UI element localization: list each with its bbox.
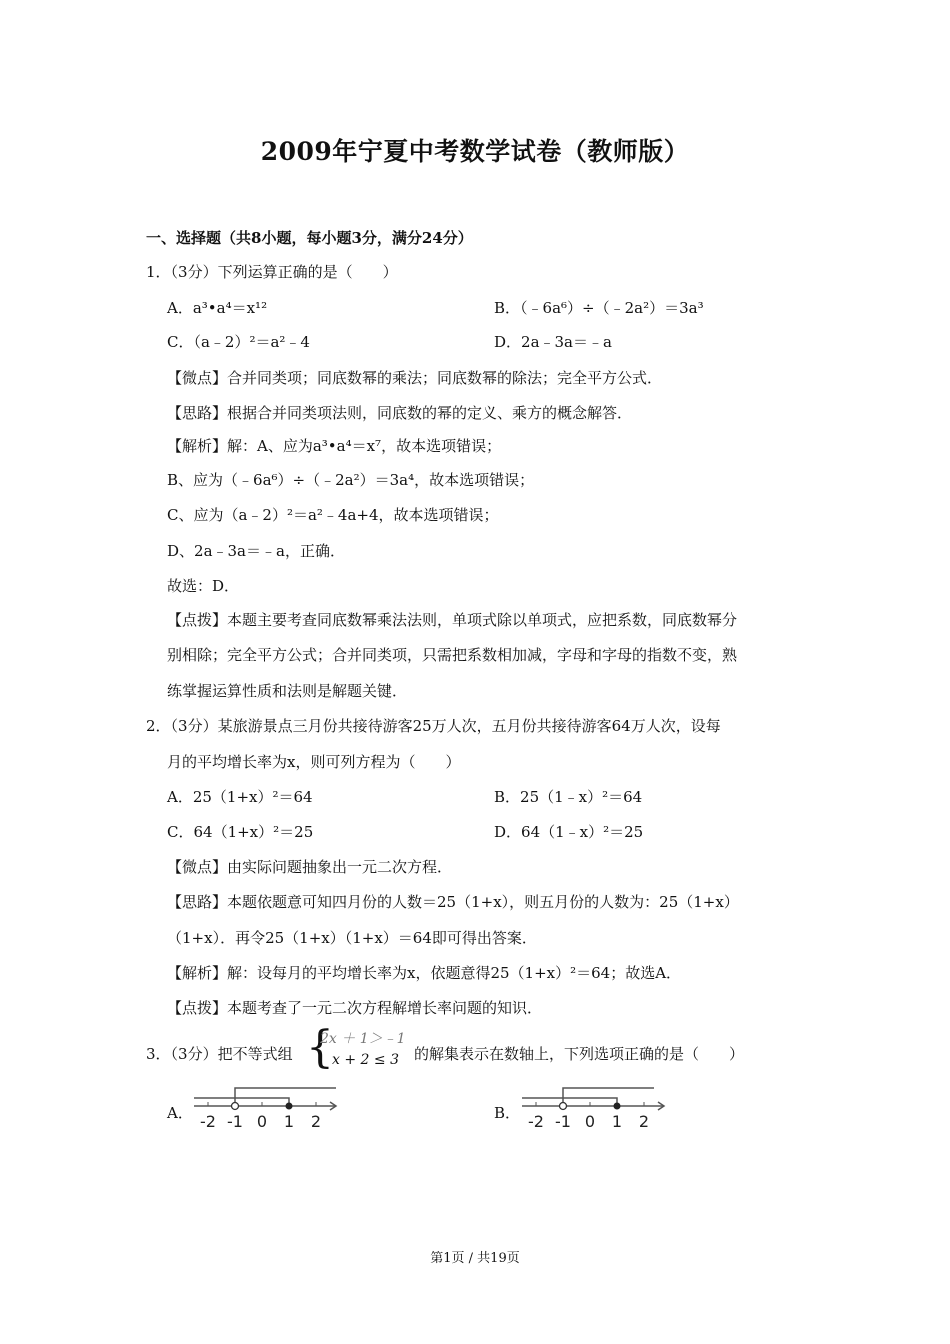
q3-option-a-label: A． [167,1104,193,1122]
tick-label: 0 [256,1112,268,1130]
tick-label: -2 [528,1112,544,1130]
q1-jiexi-d: D、2a﹣3a＝﹣a，正确． [167,542,345,560]
solution-ray-1 [563,1088,654,1106]
q2-silu-line1: 【思路】本题依题意可知四月份的人数＝25（1+x），则五月份的人数为：25（1+x） [167,893,739,911]
tick-label: -2 [200,1112,216,1130]
q3-option-b-number-line [518,1084,668,1130]
q1-dianbo-line2: 别相除；完全平方公式；合并同类项，只需把系数相加减，字母和字母的指数不变，熟 [167,646,738,664]
q1-option-b: B．（﹣6a⁶）÷（﹣2a²）＝3a³ [494,299,704,317]
q1-silu: 【思路】根据合并同类项法则，同底数的幂的定义、乘方的概念解答． [167,404,633,422]
tick-label: -1 [227,1112,243,1130]
q1-stem: 1．（3分）下列运算正确的是（ ） [146,263,398,281]
page-title: 2009年宁夏中考数学试卷（教师版） [260,137,690,166]
open-dot [560,1103,567,1110]
q3-option-b-label: B． [494,1104,521,1122]
q3-option-a-number-line [190,1084,340,1130]
q2-option-c: C．64（1+x）²＝25 [167,823,314,841]
q1-option-c: C．（a﹣2）²＝a²﹣4 [167,333,310,351]
q1-jiexi-a: 【解析】解：A、应为a³•a⁴＝x⁷，故本选项错误； [167,437,502,455]
left-brace: { [306,1022,334,1073]
q3-stem-suffix: 的解集表示在数轴上，下列选项正确的是（ ） [414,1045,745,1063]
q1-dianbo-line1: 【点拨】本题主要考查同底数幂乘法法则，单项式除以单项式，应把系数，同底数幂分 [167,611,738,629]
q2-stem-line2: 月的平均增长率为x，则可列方程为（ ） [167,753,461,771]
tick-label: 2 [310,1112,322,1130]
open-dot [232,1103,239,1110]
tick-label: -1 [555,1112,571,1130]
q1-jiexi-c: C、应为（a﹣2）²＝a²﹣4a+4，故本选项错误； [167,506,499,524]
closed-dot [286,1103,293,1110]
inequality-1: 2x ＋ 1＞﹣1 [320,1031,406,1047]
q1-option-a: A．a³•a⁴＝x¹² [167,299,268,317]
q1-dianbo-line3: 练掌握运算性质和法则是解题关键． [167,682,408,700]
q2-jiexi: 【解析】解：设每月的平均增长率为x，依题意得25（1+x）²＝64；故选A． [167,964,682,982]
tick-label: 1 [611,1112,623,1130]
closed-dot [614,1103,621,1110]
q1-weidian: 【微点】合并同类项；同底数幂的乘法；同底数幂的除法；完全平方公式． [167,369,663,387]
q1-answer: 故选：D． [167,577,240,595]
q2-silu-line2: （1+x）．再令25（1+x）（1+x）＝64即可得出答案． [167,929,537,947]
q2-option-b: B．25（1﹣x）²＝64 [494,788,643,806]
q1-jiexi-b: B、应为（﹣6a⁶）÷（﹣2a²）＝3a⁴，故本选项错误； [167,471,535,489]
section-heading: 一、选择题（共8小题，每小题3分，满分24分） [146,229,473,247]
tick-label: 1 [283,1112,295,1130]
inequality-system [306,1022,416,1074]
tick-label: 2 [638,1112,650,1130]
q1-option-d: D．2a﹣3a＝﹣a [494,333,612,351]
inequality-2: x + 2 ≤ 3 [332,1052,399,1068]
q2-stem-line1: 2．（3分）某旅游景点三月份共接待游客25万人次，五月份共接待游客64万人次，设每 [146,717,721,735]
q2-option-a: A．25（1+x）²＝64 [167,788,313,806]
solution-ray-1 [235,1088,336,1106]
q3-stem-prefix: 3．（3分）把不等式组 [146,1045,293,1063]
q2-dianbo: 【点拨】本题考查了一元二次方程解增长率问题的知识． [167,999,543,1017]
q2-weidian: 【微点】由实际问题抽象出一元二次方程． [167,858,453,876]
tick-label: 0 [584,1112,596,1130]
page-footer: 第1页 / 共19页 [430,1251,520,1266]
q2-option-d: D．64（1﹣x）²＝25 [494,823,644,841]
